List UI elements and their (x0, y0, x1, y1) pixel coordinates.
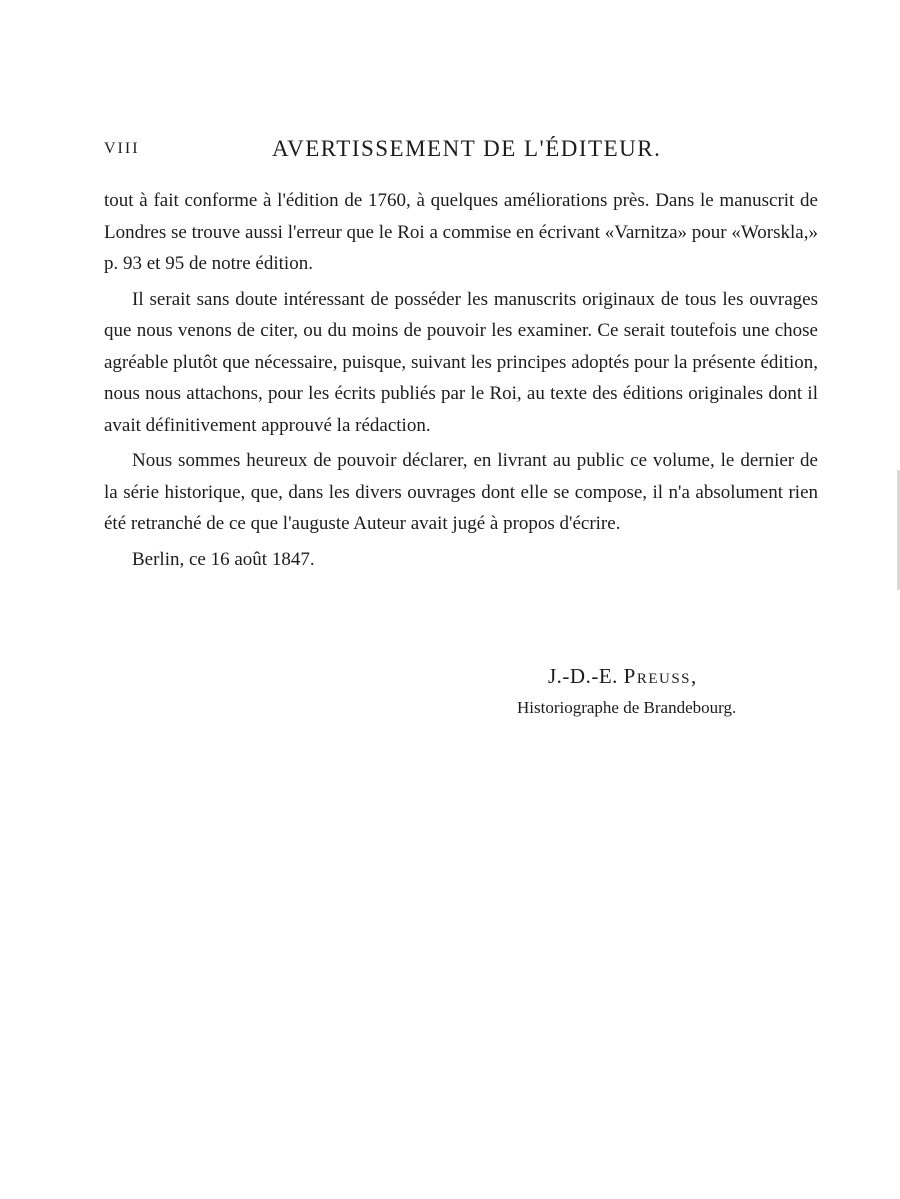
page-number: VIII (104, 140, 140, 157)
paragraph-declaration: Nous sommes heureux de pouvoir déclarer, en livrant au public ce volume, le dernier de la série historique, que, dans les divers ouvrages dont elle se compose, il n'a absolument rien été retranché de ce que l'auguste Auteur avait jugé à propos d'écrire. (104, 450, 818, 534)
paragraph-continuation: tout à fait conforme à l'édition de 1760, à quelques améliorations près. Dans le manuscrit de Londres se trouve aussi l'erreur que le Roi a commise en écrivant «Varnitza» pour «Worskla,» p. 93 et 95 de notre édition. (104, 190, 818, 274)
running-title: AVERTISSEMENT DE L'ÉDITEUR. (272, 136, 662, 161)
signature (548, 664, 698, 689)
signature-initials: J.-D.-E. (548, 664, 618, 688)
dateline: Berlin, ce 16 août 1847. (132, 548, 315, 570)
paragraph-manuscripts: Il serait sans doute intéressant de posséder les manuscrits originaux de tous les ouvrages que nous venons de citer, ou du moins de pouvoir les examiner. Ce serait toutefois une chose agréable plutôt que nécessaire, puisque, suivant les principes adoptés pour la présente édition, nous nous attachons, pour les écrits publiés par le Roi, au texte des éditions originales dont il avait définitivement approuvé la rédaction. (104, 288, 818, 436)
page-header (104, 136, 818, 164)
signature-surname: Preuss, (623, 664, 698, 688)
body-text (104, 185, 818, 575)
signature-role: Historiographe de Brandebourg. (517, 698, 737, 717)
